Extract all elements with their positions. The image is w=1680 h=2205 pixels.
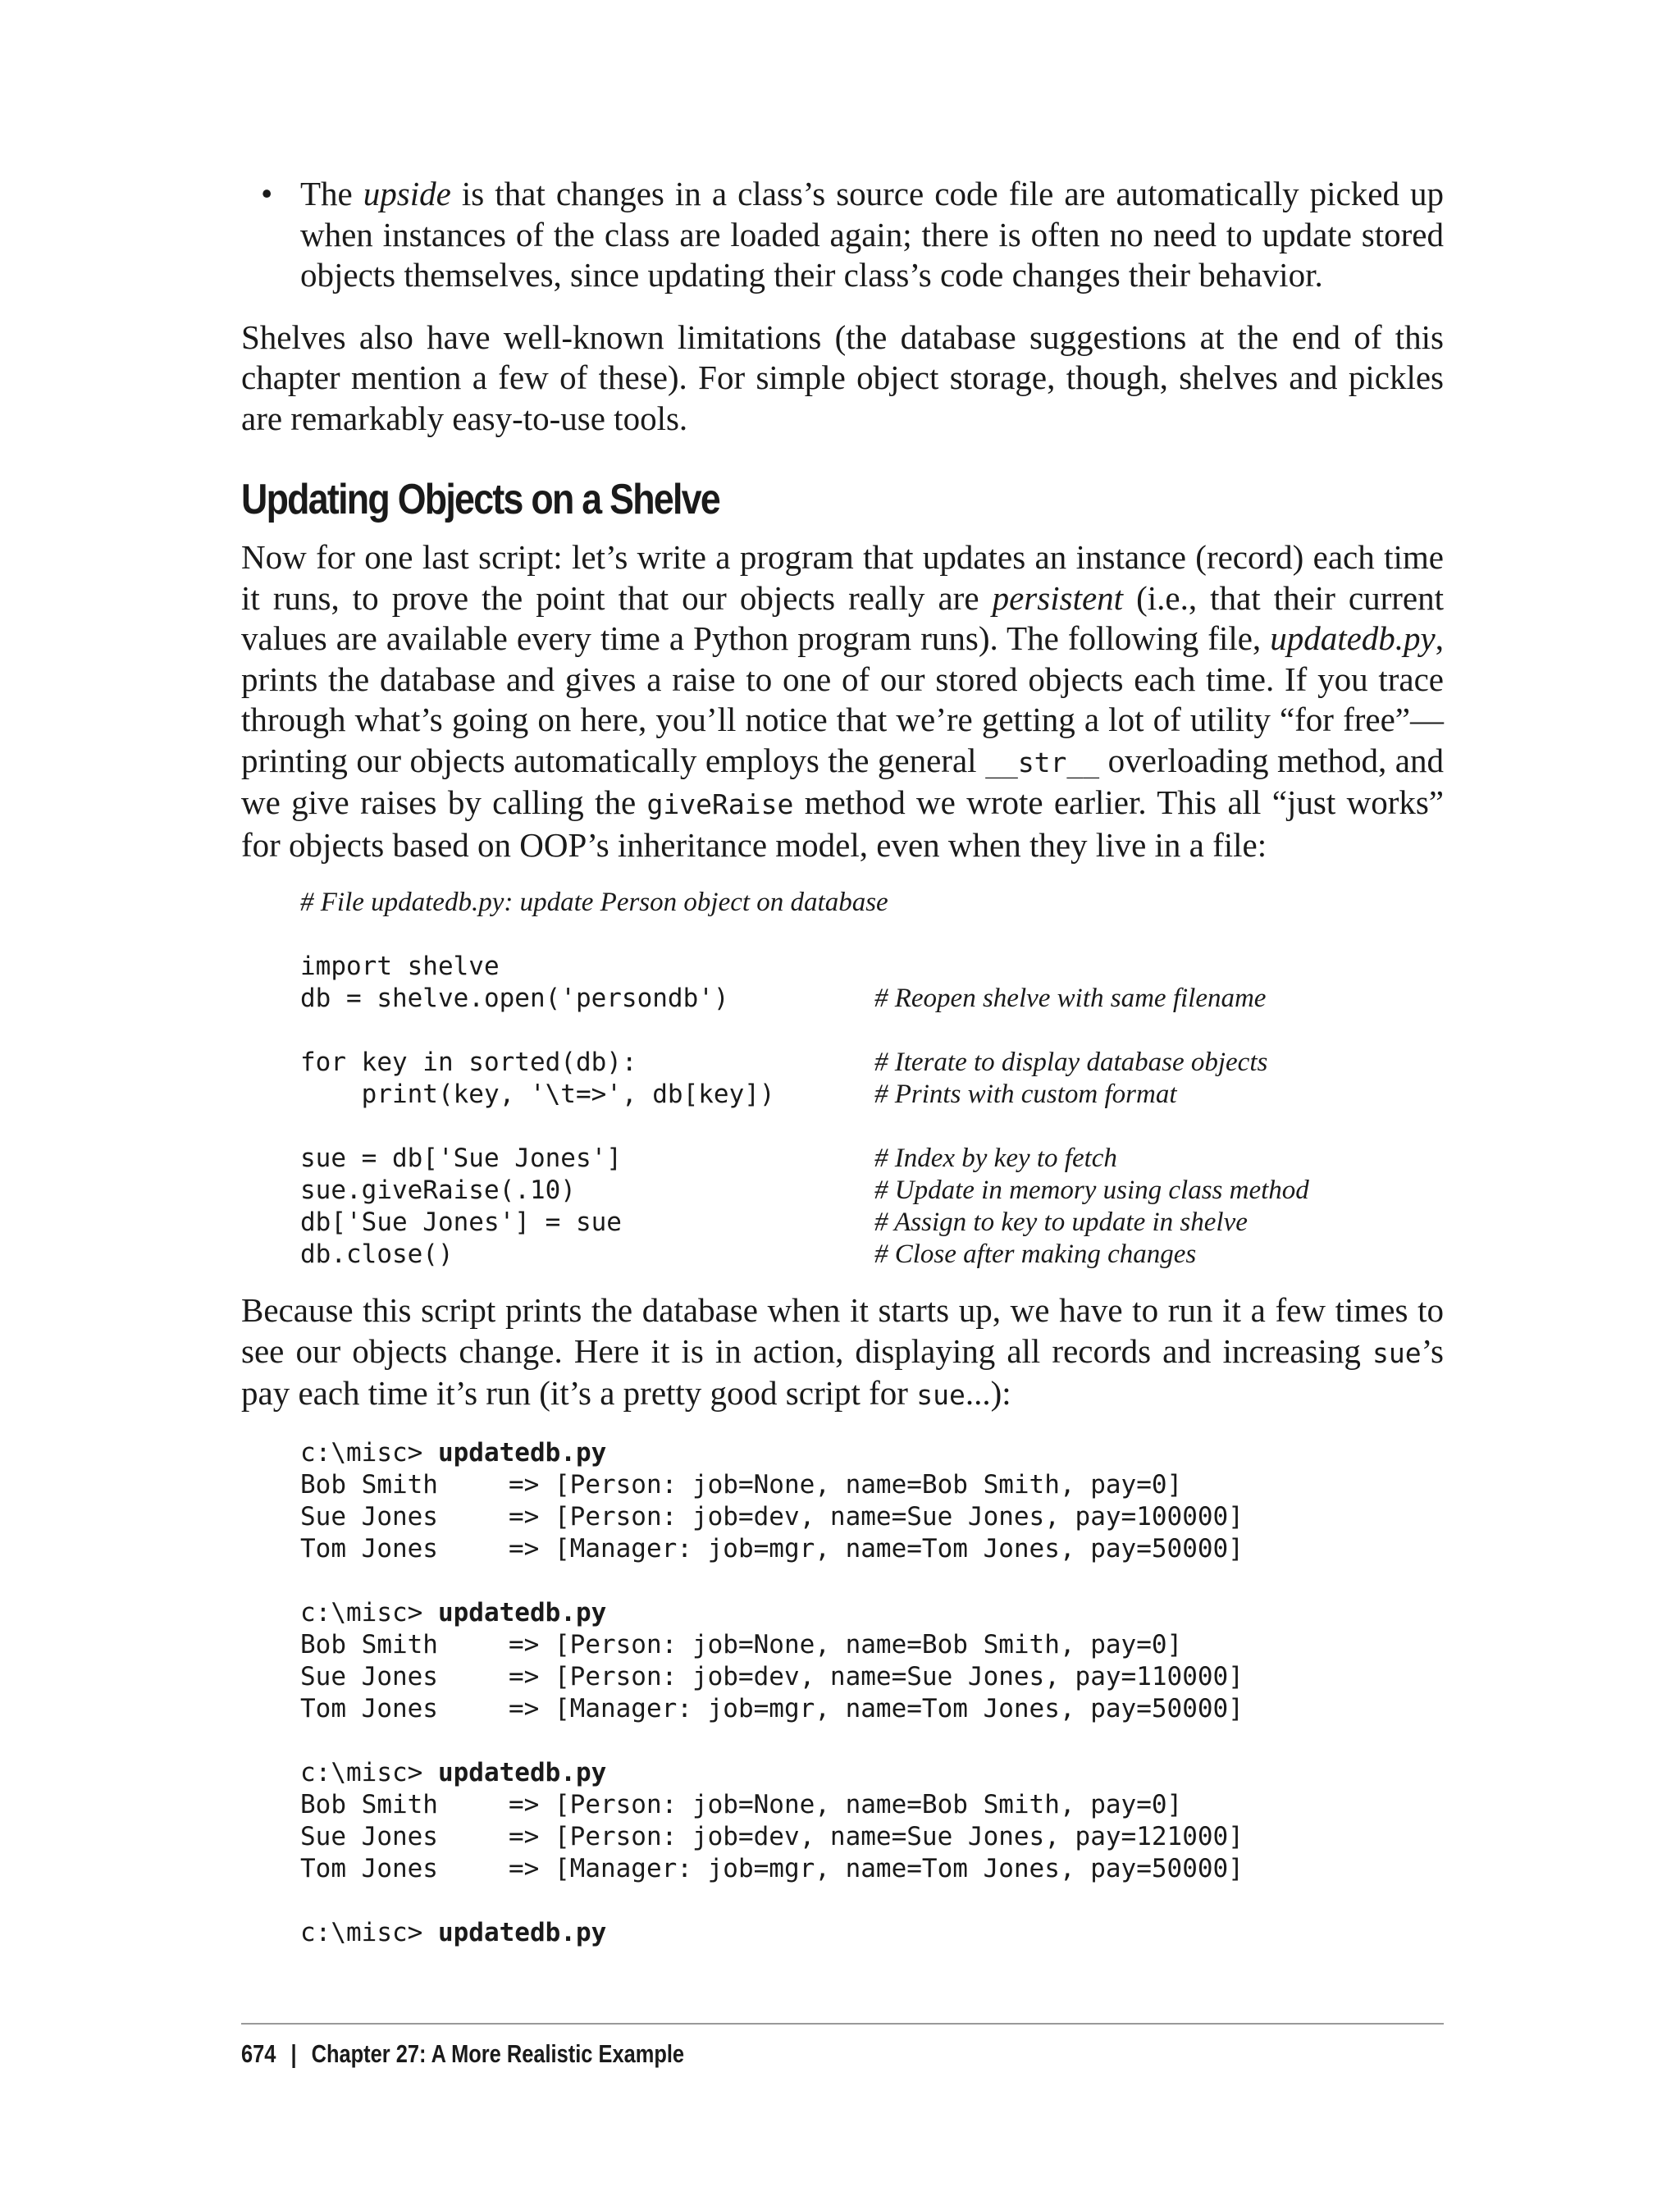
- console-output-line: Tom Jones => [Manager: job=mgr, name=Tom Jones, pay=50000]: [300, 1853, 1244, 1883]
- console-blank-line: [300, 1565, 1444, 1597]
- page-content: [241, 174, 1444, 1969]
- console-prompt-line: c:\misc> updatedb.py: [300, 1597, 607, 1628]
- code-line: db['Sue Jones'] = sue # Assign to key to update in shelve: [300, 1208, 1248, 1237]
- page-number: 674: [241, 2039, 276, 2068]
- code-line: sue = db['Sue Jones'] # Index by key to fetch: [300, 1144, 1117, 1173]
- console-output-line: Tom Jones => [Manager: job=mgr, name=Tom Jones, pay=50000]: [300, 1693, 1244, 1723]
- intro-text-3: , prints the database and gives a raise to one of our stored objects each time. If you trace through what’s going on here, you’ll notice that we’re getting a lot of utility “for free”—printing our objects automatically employs the general: [241, 619, 1444, 779]
- paragraph-intro: [241, 537, 1444, 865]
- code-line: for key in sorted(db): # Iterate to display database objects: [300, 1048, 1268, 1077]
- bullet-paragraph: [241, 174, 1444, 296]
- runs-text-1: Because this script prints the database when it starts up, we have to run it a few times to see our objects change. Here it is in action, displaying all records and increasing: [241, 1291, 1444, 1370]
- console-command: updatedb.py: [437, 1757, 607, 1787]
- console-output-line: Bob Smith => [Person: job=None, name=Bob Smith, pay=0]: [300, 1469, 1183, 1500]
- code-file-comment: # File updatedb.py: update Person object on database: [300, 888, 888, 917]
- code-blank-line: [300, 919, 1444, 951]
- console-command: updatedb.py: [437, 1597, 607, 1628]
- code-line: db = shelve.open('persondb') # Reopen shelve with same filename: [300, 984, 1267, 1013]
- inline-code-sue: sue: [916, 1379, 966, 1411]
- paragraph-limitations: Shelves also have well-known limitations (the database suggestions at the end of this chapter mention a few of these). For simple object storage, though, shelves and pickles are remarkably easy-to-use tools.: [241, 317, 1444, 437]
- intro-emph-persistent: persistent: [992, 578, 1124, 617]
- inline-code-str: __str__: [985, 746, 1100, 778]
- code-line: sue.giveRaise(.10) # Update in memory using class method: [300, 1176, 1309, 1205]
- bullet-text-rest: is that changes in a class’s source code file are automatically picked up when instances of the class are loaded again; there is often no need to update stored objects themselves, since updating their class’s code changes their behavior.: [300, 175, 1444, 294]
- console-output-line: Bob Smith => [Person: job=None, name=Bob Smith, pay=0]: [300, 1789, 1183, 1819]
- code-blank-line: [300, 1111, 1444, 1143]
- code-line: print(key, '\t=>', db[key]) # Prints with custom format: [300, 1080, 1177, 1109]
- console-output-line: Tom Jones => [Manager: job=mgr, name=Tom Jones, pay=50000]: [300, 1533, 1244, 1564]
- intro-text-1: Now for one last script: let’s write a program that updates an instance (record) each time it runs, to prove the point that our objects really are: [241, 538, 1444, 617]
- runs-text-2: ’s pay each time it’s run (it’s a pretty good script for: [241, 1331, 1444, 1412]
- console-output-line: Sue Jones => [Person: job=dev, name=Sue Jones, pay=100000]: [300, 1501, 1244, 1532]
- runs-text-3: ...):: [965, 1374, 1011, 1412]
- bullet-emphasis: upside: [363, 175, 451, 212]
- footer-rule: [241, 2023, 1444, 2025]
- code-blank-line: [300, 1015, 1444, 1047]
- inline-code-sue: sue: [1372, 1336, 1422, 1369]
- console-command: updatedb.py: [437, 1917, 607, 1947]
- inline-code-giveraise: giveRaise: [646, 788, 794, 820]
- chapter-title: Chapter 27: A More Realistic Example: [311, 2039, 685, 2068]
- section-heading: Updating Objects on a Shelve: [241, 476, 720, 523]
- page-footer: [241, 2039, 684, 2069]
- console-blank-line: [300, 1885, 1444, 1917]
- console-prompt-line: c:\misc> updatedb.py: [300, 1757, 607, 1787]
- console-output-line: Bob Smith => [Person: job=None, name=Bob Smith, pay=0]: [300, 1629, 1183, 1659]
- console-prompt-line: c:\misc> updatedb.py: [300, 1437, 607, 1468]
- console-output-line: Sue Jones => [Person: job=dev, name=Sue Jones, pay=121000]: [300, 1821, 1244, 1851]
- code-line: import shelve: [300, 952, 500, 981]
- paragraph-runs: [241, 1290, 1444, 1416]
- console-prompt-line: c:\misc> updatedb.py: [300, 1917, 607, 1947]
- intro-text-4: overloading method, and we give raises by calling the: [241, 741, 1444, 821]
- footer-separator: |: [290, 2039, 297, 2068]
- intro-emph-filename: updatedb.py: [1270, 619, 1436, 657]
- intro-text-2: (i.e., that their current values are available every time a Python program runs). The following file,: [241, 578, 1444, 657]
- console-output-line: Sue Jones => [Person: job=dev, name=Sue Jones, pay=110000]: [300, 1661, 1244, 1691]
- console-output: [300, 1437, 1444, 1949]
- console-command: updatedb.py: [437, 1437, 607, 1468]
- console-blank-line: [300, 1725, 1444, 1757]
- code-listing: [300, 887, 1444, 1271]
- intro-text-5: method we wrote earlier. This all “just works” for objects based on OOP’s inheritance model, even when they live in a file:: [241, 783, 1444, 864]
- code-line: db.close() # Close after making changes: [300, 1239, 1197, 1269]
- bullet-mark: •: [261, 175, 273, 212]
- bullet-text-start: The: [300, 175, 363, 212]
